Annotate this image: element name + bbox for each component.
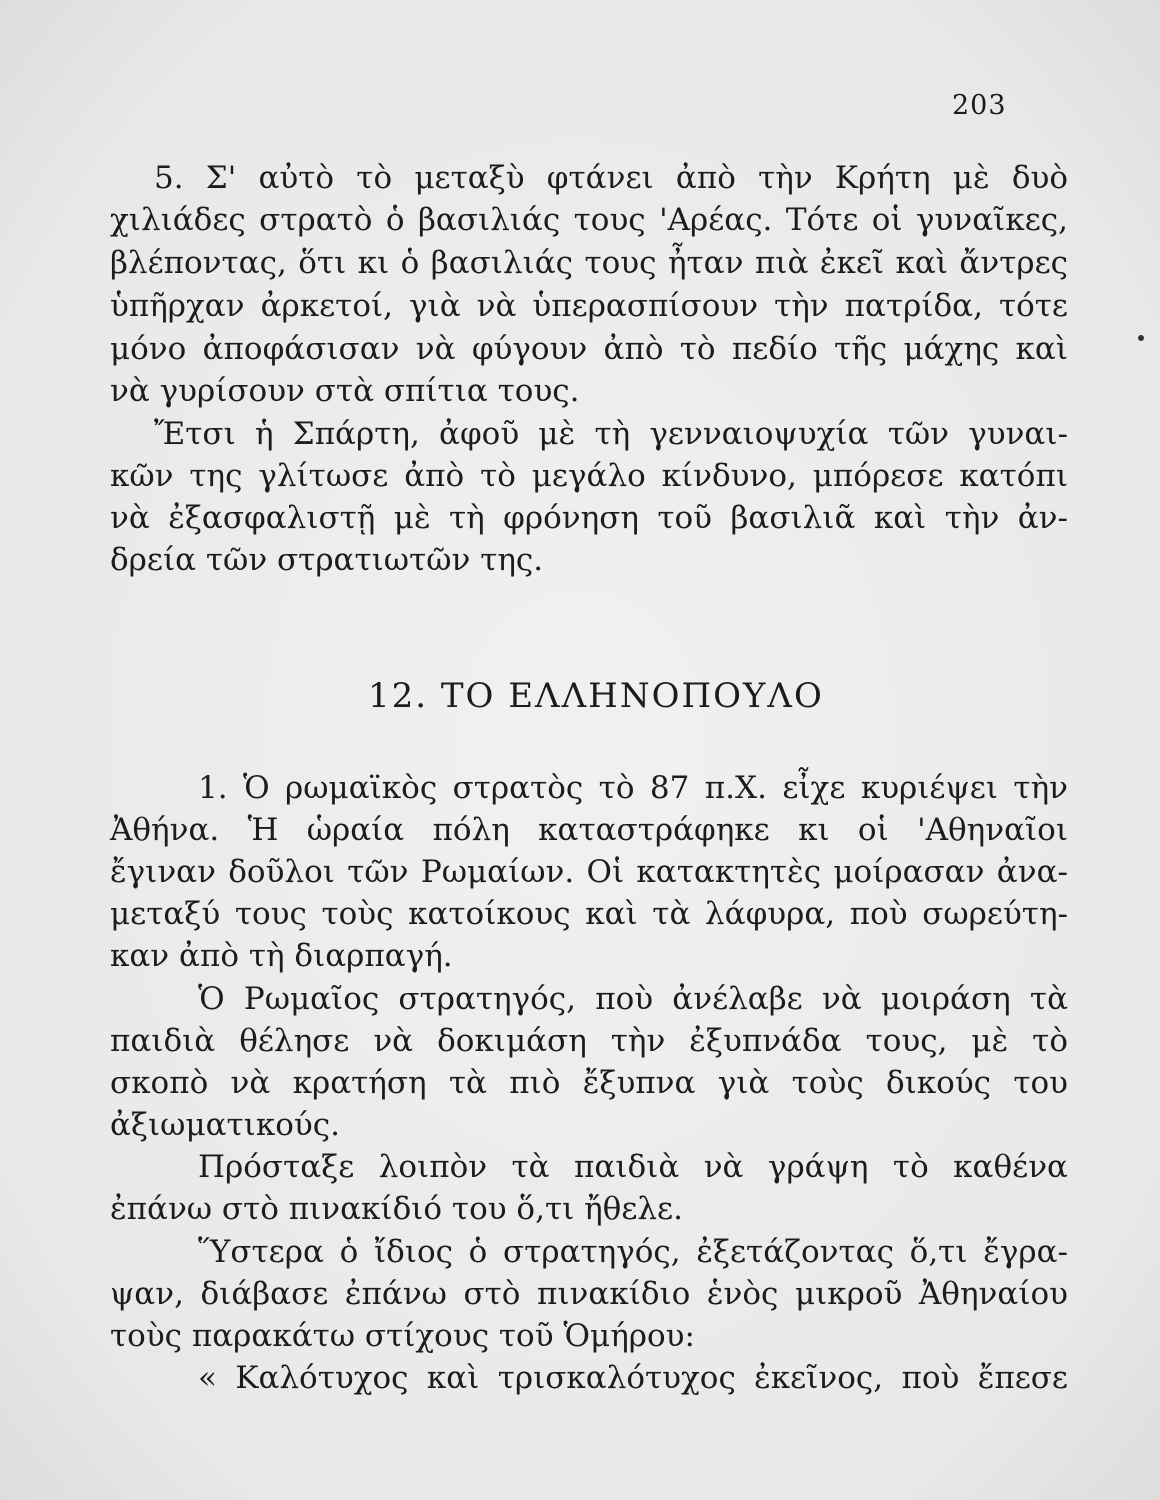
text-line: Πρόσταξε λοιπὸν τὰ παιδιὰ νὰ γράψη τὸ καθένα	[198, 1149, 1068, 1185]
text-line: Ἀθήνα. Ἡ ὡραία πόλη καταστράφηκε κι οἱ 'Αθηναῖοι	[110, 812, 1068, 848]
text-line: χιλιάδες στρατὸ ὁ βασιλιάς τους 'Αρέας. Τότε οἱ γυναῖκες,	[110, 202, 1068, 238]
text-line: παιδιὰ θέλησε νὰ δοκιμάση τὴν ἐξυπνάδα τους, μὲ τὸ	[110, 1023, 1068, 1059]
text-line: ἔγιναν δοῦλοι τῶν Ρωμαίων. Οἱ κατακτητὲς μοίρασαν ἀνα-	[110, 854, 1068, 890]
text-line: τοὺς παρακάτω στίχους τοῦ Ὁμήρου:	[110, 1318, 695, 1354]
text-line: βλέποντας, ὅτι κι ὁ βασιλιάς τους ἦταν πιὰ ἐκεῖ καὶ ἄντρες	[110, 245, 1068, 281]
text-line: ὑπῆρχαν ἀρκετοί, γιὰ νὰ ὑπερασπίσουν τὴν πατρίδα, τότε	[110, 288, 1068, 324]
text-line: σκοπὸ νὰ κρατήση τὰ πιὸ ἔξυπνα γιὰ τοὺς δικούς του	[110, 1065, 1068, 1101]
text-line: ἀξιωματικούς.	[110, 1107, 340, 1143]
text-line: « Καλότυχος καὶ τρισκαλότυχος ἐκεῖνος, ποὺ ἔπεσε	[198, 1360, 1068, 1396]
ink-speck	[1138, 335, 1144, 341]
chapter-title: 12. ΤΟ ΕΛΛΗΝΟΠΟΥΛΟ	[368, 676, 824, 716]
text-line: Ὕστερα ὁ ἴδιος ὁ στρατηγός, ἐξετάζοντας ὅ,τι ἔγρα-	[198, 1234, 1068, 1270]
text-line: νὰ γυρίσουν στὰ σπίτια τους.	[110, 373, 580, 409]
text-line: δρεία τῶν στρατιωτῶν της.	[110, 542, 544, 578]
text-line: ἐπάνω στὸ πινακίδιό του ὅ,τι ἤθελε.	[110, 1191, 683, 1227]
text-line: 1. Ὁ ρωμαϊκὸς στρατὸς τὸ 87 π.Χ. εἶχε κυριέψει τὴν	[198, 770, 1068, 806]
text-line: ψαν, διάβασε ἐπάνω στὸ πινακίδιο ἑνὸς μικροῦ Ἀθηναίου	[110, 1276, 1068, 1312]
text-line: Ὁ Ρωμαῖος στρατηγός, ποὺ ἀνέλαβε νὰ μοιράση τὰ	[198, 981, 1068, 1017]
text-line: Ἔτσι ἡ Σπάρτη, ἀφοῦ μὲ τὴ γενναιοψυχία τῶν γυναι-	[154, 416, 1068, 452]
page-number: 203	[952, 90, 1007, 121]
text-line: νὰ ἐξασφαλιστῇ μὲ τὴ φρόνηση τοῦ βασιλιᾶ καὶ τὴν ἀν-	[110, 500, 1068, 536]
text-line: μεταξύ τους τοὺς κατοίκους καὶ τὰ λάφυρα, ποὺ σωρεύτη-	[110, 896, 1068, 932]
text-line: καν ἀπὸ τὴ διαρπαγή.	[110, 938, 453, 974]
text-line: 5. Σ' αὐτὸ τὸ μεταξὺ φτάνει ἀπὸ τὴν Κρήτη μὲ δυὸ	[154, 160, 1068, 196]
text-line: μόνο ἀποφάσισαν νὰ φύγουν ἀπὸ τὸ πεδίο τῆς μάχης καὶ	[110, 331, 1068, 367]
text-line: κῶν της γλίτωσε ἀπὸ τὸ μεγάλο κίνδυνο, μπόρεσε κατόπι	[110, 458, 1068, 494]
